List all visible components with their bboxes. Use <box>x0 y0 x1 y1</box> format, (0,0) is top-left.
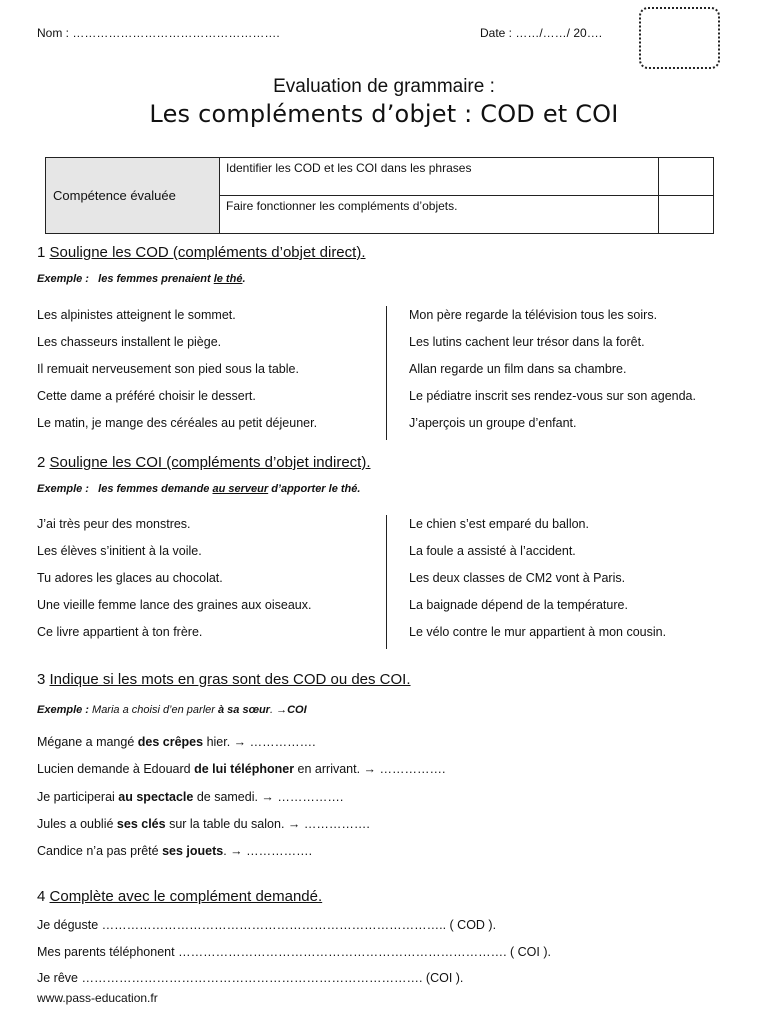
list-item: Les lutins cachent leur trésor dans la forêt. <box>409 335 645 349</box>
section-2-left-list <box>37 517 311 652</box>
section-3-title: Indique si les mots en gras sont des COD ou des COI. <box>49 671 411 688</box>
list-item: Je déguste ……………………………………………………………………….. ( COD ). <box>37 918 497 932</box>
list-item: Candice n’a pas prêté ses jouets. → ……………. <box>37 844 313 859</box>
competence-table <box>45 157 714 234</box>
list-item: Le chien s’est emparé du ballon. <box>409 517 589 531</box>
list-item: Mon père regarde la télévision tous les soirs. <box>409 308 658 322</box>
list-item: Ce livre appartient à ton frère. <box>37 625 203 639</box>
competence-item: Identifier les COD et les COI dans les phrases <box>220 158 659 196</box>
list-item: Allan regarde un film dans sa chambre. <box>409 362 627 376</box>
competence-checkbox <box>659 196 714 234</box>
column-divider <box>386 306 387 440</box>
list-item: Cette dame a préféré choisir le dessert. <box>37 389 256 403</box>
section-3-heading: 3 Indique si les mots en gras sont des COD ou des COI. <box>37 671 411 688</box>
list-item: Les alpinistes atteignent le sommet. <box>37 308 236 322</box>
list-item: Tu adores les glaces au chocolat. <box>37 571 223 585</box>
list-item: La baignade dépend de la température. <box>409 598 628 612</box>
list-item: Le pédiatre inscrit ses rendez-vous sur son agenda. <box>409 389 696 403</box>
section-3-list <box>37 735 446 871</box>
list-item: Lucien demande à Edouard de lui téléphoner en arrivant. → ……………. <box>37 762 446 777</box>
footer-url: www.pass-education.fr <box>37 991 158 1005</box>
list-item: Une vieille femme lance des graines aux oiseaux. <box>37 598 312 612</box>
grade-box <box>639 7 720 69</box>
list-item: Les chasseurs installent le piège. <box>37 335 222 349</box>
list-item: Je participerai au spectacle de samedi. → ……………. <box>37 789 344 804</box>
page-title: Evaluation de grammaire : <box>273 76 495 97</box>
section-1-right-list <box>409 308 696 443</box>
section-2-title: Souligne les COI (compléments d’objet indirect). <box>49 454 371 471</box>
list-item: Il remuait nerveusement son pied sous la table. <box>37 362 299 376</box>
list-item: Mes parents téléphonent ……………………………………………………………………. ( COI ). <box>37 944 551 959</box>
section-2-right-list <box>409 517 666 652</box>
competence-checkbox <box>659 158 714 196</box>
list-item: Jules a oublié ses clés sur la table du salon. → ……………. <box>37 816 370 831</box>
date-field: Date : ……/……/ 20…. <box>480 26 603 40</box>
list-item: Je rêve ………………………………………………………………………. (COI ). <box>37 971 464 985</box>
list-item: Les deux classes de CM2 vont à Paris. <box>409 571 626 585</box>
list-item: Les élèves s’initient à la voile. <box>37 544 202 558</box>
section-4-heading: 4 Complète avec le complément demandé. <box>37 888 323 905</box>
list-item: Le matin, je mange des céréales au petit déjeuner. <box>37 416 318 430</box>
section-2-example: Exemple : les femmes demande au serveur d’apporter le thé. <box>37 483 361 495</box>
section-2-heading: 2 Souligne les COI (compléments d’objet indirect). <box>37 454 371 471</box>
list-item: Mégane a mangé des crêpes hier. → ……………. <box>37 735 316 749</box>
section-4-list <box>37 918 551 998</box>
section-4-title: Complète avec le complément demandé. <box>49 888 323 905</box>
page-subtitle: Les compléments d’objet : COD et COI <box>149 100 619 128</box>
competence-label: Compétence évaluée <box>46 158 220 234</box>
section-3-example: Exemple : Maria a choisi d’en parler à sa sœur. →COI <box>37 704 307 716</box>
section-1-example: Exemple : les femmes prenaient le thé. <box>37 273 246 285</box>
list-item: J’aperçois un groupe d’enfant. <box>409 416 577 430</box>
section-1-title: Souligne les COD (compléments d’objet direct). <box>49 244 366 261</box>
competence-item: Faire fonctionner les compléments d’objets. <box>220 196 659 234</box>
list-item: La foule a assisté à l’accident. <box>409 544 576 558</box>
section-1-left-list <box>37 308 317 443</box>
section-1-heading: 1 Souligne les COD (compléments d’objet direct). <box>37 244 366 261</box>
list-item: J’ai très peur des monstres. <box>37 517 191 531</box>
name-field: Nom : ……………………………………………. <box>37 26 280 40</box>
column-divider <box>386 515 387 649</box>
list-item: Le vélo contre le mur appartient à mon cousin. <box>409 625 667 639</box>
